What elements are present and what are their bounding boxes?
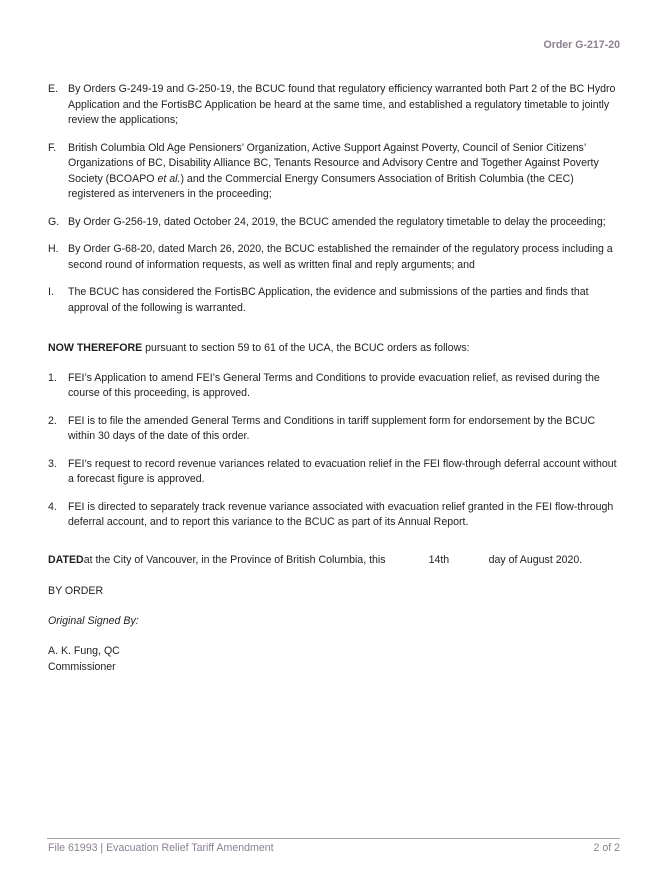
signed-by-label: Original Signed By: bbox=[48, 614, 139, 627]
footer-divider bbox=[47, 838, 620, 839]
order-text: FEI is directed to separately track revenue variance associated with evacuation relief granted in the FEI flow-through deferral account, and to report this variance to the BCUC as part of its Annual Report. bbox=[68, 500, 614, 528]
recital-item bbox=[48, 141, 623, 203]
dated-lead: DATED bbox=[48, 553, 84, 566]
now-therefore-lead: NOW THEREFORE bbox=[48, 342, 143, 354]
recital-item bbox=[48, 82, 623, 129]
recital-text: The BCUC has considered the FortisBC Application, the evidence and submissions of the parties and finds that approval of the following is warranted. bbox=[68, 286, 589, 314]
dated-tail: day of August 2020. bbox=[488, 553, 583, 566]
dated-line bbox=[48, 553, 623, 569]
recital-item bbox=[48, 285, 623, 316]
order-item bbox=[48, 457, 623, 488]
orders-list bbox=[48, 371, 623, 531]
order-item bbox=[48, 414, 623, 445]
order-marker: 3. bbox=[48, 457, 57, 470]
order-marker: 1. bbox=[48, 371, 57, 384]
order-text: FEI’s Application to amend FEI’s General Terms and Conditions to provide evacuation relief, as revised during the course of this proceeding, is approved. bbox=[68, 371, 600, 399]
footer-page-number: 2 of 2 bbox=[593, 842, 620, 854]
recital-item bbox=[48, 215, 623, 231]
recital-text: By Orders G-249-19 and G-250-19, the BCUC found that regulatory efficiency warranted both Part 2 of the BC Hydro Application and the FortisBC Application be heard at the same time, and established a regulatory timetable to jointly review the applications; bbox=[68, 83, 616, 126]
order-marker: 2. bbox=[48, 414, 57, 427]
order-text: FEI’s request to record revenue variances related to evacuation relief in the FEI flow-through deferral account without a forecast figure is approved. bbox=[68, 457, 617, 485]
recital-text-italic: et al. bbox=[157, 172, 181, 185]
signer-block bbox=[48, 644, 623, 675]
recital-text-part: ) and the Commercial Energy Consumers Association of British Columbia (the CEC) registered as interveners in the proceeding; bbox=[68, 172, 574, 200]
order-item bbox=[48, 500, 623, 531]
recital-marker: E. bbox=[48, 83, 59, 95]
now-therefore-clause bbox=[48, 341, 623, 357]
by-order-label: BY ORDER bbox=[48, 585, 104, 597]
document-body bbox=[48, 82, 623, 675]
recital-marker: F. bbox=[48, 141, 57, 154]
recital-marker: I. bbox=[48, 286, 54, 298]
order-text: FEI is to file the amended General Terms and Conditions in tariff supplement form for endorsement by the BCUC within 30 days of the date of this order. bbox=[68, 414, 596, 442]
recital-text-part: British Columbia Old Age Pensioners’ Organization, Active Support Against Poverty, Council of Senior Citizens’ Organizations of BC, Disability Alliance BC, Tenants Resource and Advisory Centre and Together Against Poverty Society (BCOAPO bbox=[68, 141, 599, 185]
signer-name: A. K. Fung, QC bbox=[48, 645, 120, 657]
footer-file-info: File 61993 | Evacuation Relief Tariff Amendment bbox=[48, 842, 274, 854]
signer-title: Commissioner bbox=[48, 660, 116, 673]
order-number-header: Order G-217-20 bbox=[543, 39, 620, 51]
recital-marker: G. bbox=[48, 215, 60, 228]
recital-text bbox=[68, 141, 623, 203]
order-item bbox=[48, 371, 623, 402]
dated-text: at the City of Vancouver, in the Province of British Columbia, this bbox=[83, 553, 386, 566]
recitals-list bbox=[48, 82, 623, 316]
recital-marker: H. bbox=[48, 243, 59, 255]
now-therefore-text: pursuant to section 59 to 61 of the UCA, the BCUC orders as follows: bbox=[142, 342, 470, 354]
order-marker: 4. bbox=[48, 500, 57, 513]
recital-text: By Order G-256-19, dated October 24, 2019, the BCUC amended the regulatory timetable to delay the proceeding; bbox=[68, 215, 606, 228]
recital-item bbox=[48, 242, 623, 273]
recital-text: By Order G-68-20, dated March 26, 2020, the BCUC established the remainder of the regulatory process including a second round of information requests, as well as written final and reply arguments; and bbox=[68, 243, 613, 271]
dated-day: 14th bbox=[428, 553, 450, 566]
